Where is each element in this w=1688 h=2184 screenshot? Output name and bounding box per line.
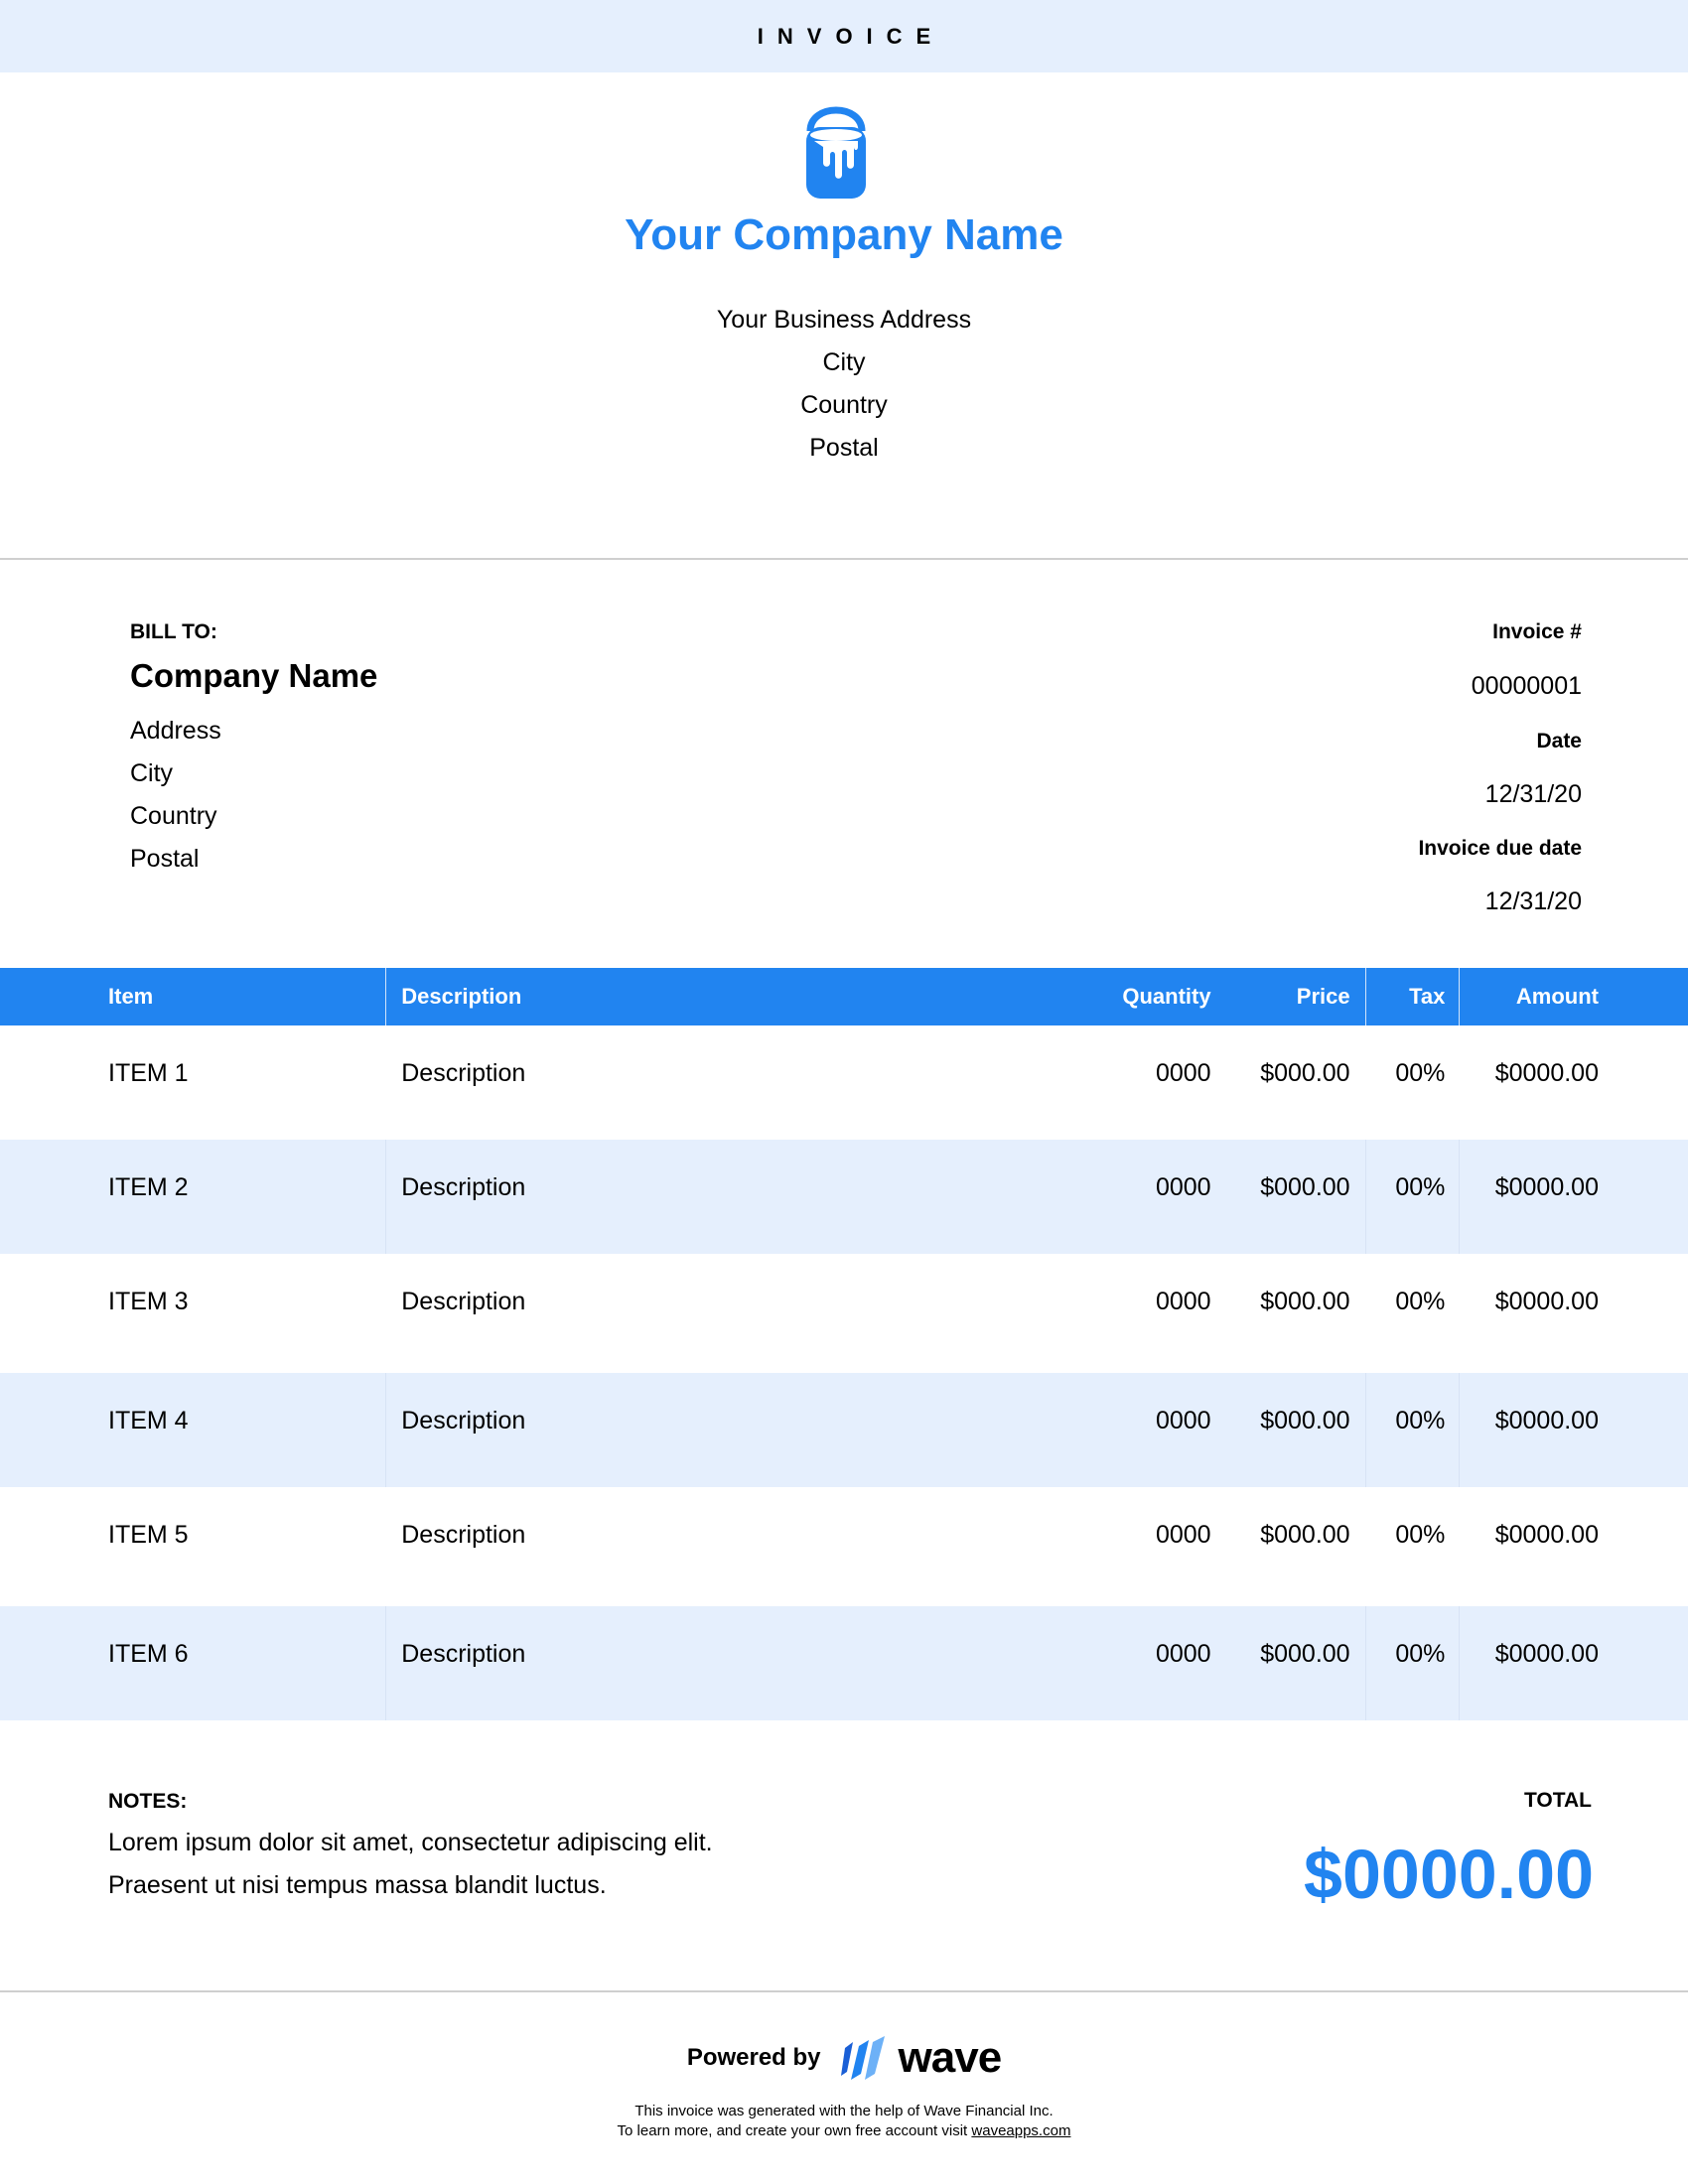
- footer-line-2: [0, 2122, 1688, 2139]
- header-description: Description: [401, 984, 522, 1009]
- quantity-cell: 0000: [1155, 1288, 1211, 1315]
- amount-cell: $0000.00: [1494, 1173, 1599, 1201]
- invoice-due-date: 12/31/20: [1484, 887, 1582, 915]
- table-row: [0, 1373, 1688, 1487]
- tax-cell: 00%: [1366, 1373, 1461, 1487]
- amount-cell: $0000.00: [1494, 1521, 1599, 1549]
- invoice-due-date-label: Invoice due date: [1418, 837, 1582, 860]
- footer-divider: [0, 1990, 1688, 1992]
- quantity-cell: 0000: [1155, 1407, 1211, 1434]
- bill-to-city: City: [130, 759, 174, 787]
- footer-line-2-text: To learn more, and create your own free account visit: [617, 2122, 972, 2139]
- header-amount: Amount: [1515, 984, 1599, 1009]
- invoice-date: 12/31/20: [1484, 780, 1582, 808]
- price-cell: $000.00: [1260, 1521, 1350, 1549]
- document-title: INVOICE: [757, 23, 945, 49]
- description-cell: Description: [401, 1288, 526, 1315]
- notes-label: NOTES:: [108, 1790, 188, 1813]
- description-cell: Description: [401, 1173, 526, 1201]
- powered-by-row: [0, 2033, 1688, 2083]
- paint-bucket-icon: [802, 95, 870, 205]
- total-label: TOTAL: [1523, 1789, 1592, 1812]
- description-cell: Description: [401, 1521, 526, 1549]
- bill-to-country: Country: [130, 802, 217, 830]
- bill-to-company: Company Name: [130, 657, 378, 694]
- table-header-row: [0, 968, 1688, 1025]
- table-row: [0, 1254, 1688, 1373]
- company-address-line: Your Business Address: [716, 306, 972, 334]
- invoice-number-label: Invoice #: [1492, 620, 1582, 643]
- total-amount: $0000.00: [1304, 1836, 1594, 1913]
- powered-by-label: Powered by: [686, 2044, 821, 2071]
- price-cell: $000.00: [1260, 1173, 1350, 1201]
- tax-cell: 00%: [1395, 1288, 1446, 1315]
- tax-cell: 00%: [1395, 1521, 1446, 1549]
- tax-cell: 00%: [1366, 1606, 1461, 1720]
- bill-to-label: BILL TO:: [130, 620, 217, 643]
- invoice-number: 00000001: [1471, 672, 1582, 700]
- item-cell: ITEM 5: [108, 1521, 189, 1549]
- company-city: City: [822, 348, 866, 376]
- company-name: Your Company Name: [625, 210, 1063, 259]
- items-table: [0, 968, 1688, 1720]
- price-cell: $000.00: [1260, 1288, 1350, 1315]
- notes-line: Praesent ut nisi tempus massa blandit luctus.: [108, 1871, 607, 1899]
- footer-line-1: This invoice was generated with the help of Wave Financial Inc.: [634, 2103, 1054, 2119]
- item-cell: ITEM 1: [108, 1059, 189, 1087]
- header-divider: [0, 558, 1688, 560]
- quantity-cell: 0000: [1155, 1173, 1211, 1201]
- tax-cell: 00%: [1366, 1140, 1461, 1254]
- header-tax: Tax: [1366, 968, 1461, 1025]
- price-cell: $000.00: [1260, 1407, 1350, 1434]
- company-postal: Postal: [809, 434, 879, 462]
- wave-brand-name: wave: [898, 2033, 1002, 2082]
- quantity-cell: 0000: [1155, 1640, 1211, 1668]
- amount-cell: $0000.00: [1494, 1288, 1599, 1315]
- table-row: [0, 1487, 1688, 1606]
- tax-cell: 00%: [1395, 1059, 1446, 1087]
- table-row: [0, 1025, 1688, 1140]
- amount-cell: $0000.00: [1494, 1640, 1599, 1668]
- amount-cell: $0000.00: [1494, 1407, 1599, 1434]
- header-price: Price: [1296, 984, 1350, 1009]
- invoice-banner: [0, 0, 1688, 72]
- item-cell: ITEM 3: [108, 1288, 189, 1315]
- waveapps-link[interactable]: waveapps.com: [971, 2122, 1071, 2139]
- notes-line: Lorem ipsum dolor sit amet, consectetur adipiscing elit.: [108, 1829, 713, 1856]
- table-row: [0, 1140, 1688, 1254]
- header-item: Item: [0, 968, 386, 1025]
- description-cell: Description: [401, 1059, 526, 1087]
- bill-to-postal: Postal: [130, 845, 200, 873]
- quantity-cell: 0000: [1155, 1521, 1211, 1549]
- wave-logo-icon: [839, 2034, 891, 2082]
- quantity-cell: 0000: [1155, 1059, 1211, 1087]
- table-row: [0, 1606, 1688, 1720]
- header-quantity: Quantity: [1122, 984, 1211, 1009]
- description-cell: Description: [401, 1640, 526, 1668]
- item-cell: ITEM 2: [0, 1140, 386, 1254]
- amount-cell: $0000.00: [1494, 1059, 1599, 1087]
- item-cell: ITEM 4: [0, 1373, 386, 1487]
- invoice-date-label: Date: [1536, 730, 1582, 752]
- description-cell: Description: [401, 1407, 526, 1434]
- price-cell: $000.00: [1260, 1640, 1350, 1668]
- price-cell: $000.00: [1260, 1059, 1350, 1087]
- bill-to-address: Address: [130, 717, 221, 745]
- company-country: Country: [800, 391, 888, 419]
- item-cell: ITEM 6: [0, 1606, 386, 1720]
